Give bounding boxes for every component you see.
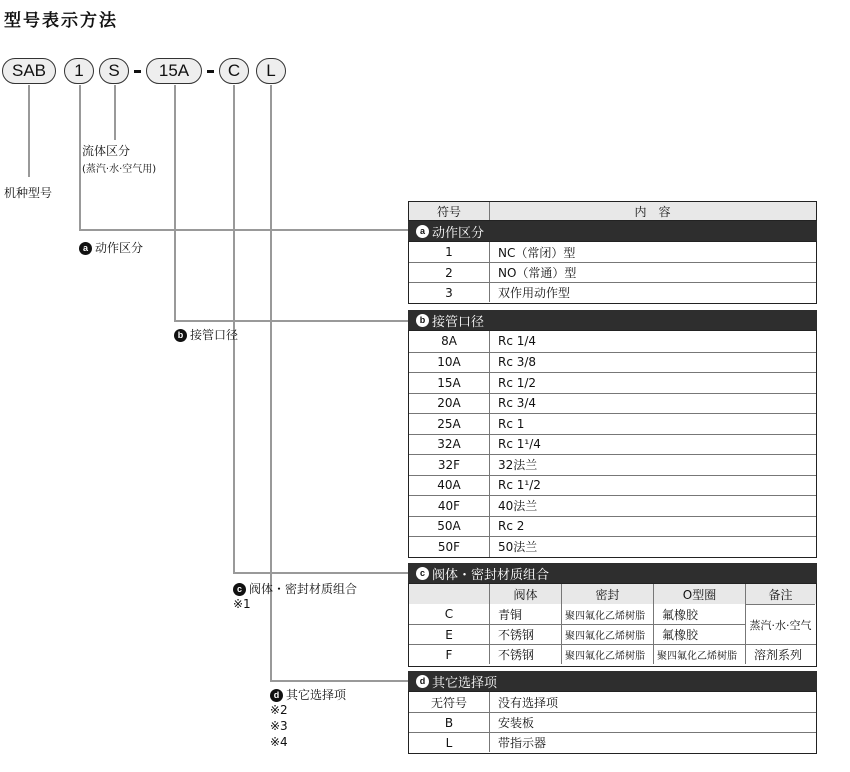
note-d-2: ※3 <box>270 719 288 733</box>
table-row: 2 NO（常通）型 <box>409 262 816 282</box>
mark-c-icon: c <box>416 567 429 580</box>
separator-dash <box>207 70 214 73</box>
section-d-header: d 其它选择项 <box>408 671 817 691</box>
mark-d-icon: d <box>416 675 429 688</box>
table-row: 1 NC（常闭）型 <box>409 242 816 262</box>
table-row: 15A Rc 1/2 <box>409 372 816 393</box>
mark-c-icon: c <box>233 583 246 596</box>
fluid-label: 流体区分 <box>82 144 131 158</box>
table-row: 40F 40法兰 <box>409 495 816 516</box>
table-row: L 带指示器 <box>409 732 816 752</box>
table-header <box>408 201 817 221</box>
table-row: 20A Rc 3/4 <box>409 393 816 414</box>
section-c-header: c 阀体・密封材质组合 <box>408 563 817 583</box>
table-row: 32F 32法兰 <box>409 454 816 475</box>
model-part-action: 1 <box>64 58 94 84</box>
table-row: 8A Rc 1/4 <box>409 331 816 352</box>
section-c-table <box>408 583 817 667</box>
table-row: 3 双作用动作型 <box>409 282 816 302</box>
model-part-port-size: 15A <box>146 58 202 84</box>
table-row: E 不锈钢 聚四氟化乙烯树脂 氟橡胶 <box>409 624 745 644</box>
section-a-header: a 动作区分 <box>408 221 817 241</box>
connector-line <box>114 85 116 140</box>
connector-line <box>28 85 30 177</box>
table-row: 25A Rc 1 <box>409 413 816 434</box>
model-part-material: C <box>219 58 249 84</box>
note-d-3: ※4 <box>270 735 288 749</box>
table-row: B 安装板 <box>409 712 816 732</box>
label-b: b 接管口径 <box>174 326 238 343</box>
header-code: 符号 <box>436 204 461 219</box>
model-part-fluid: S <box>99 58 129 84</box>
table-row: 50A Rc 2 <box>409 516 816 537</box>
page-title: 型号表示方法 <box>4 11 118 31</box>
model-part-series: SAB <box>2 58 56 84</box>
mark-b-icon: b <box>174 329 187 342</box>
model-part-option: L <box>256 58 286 84</box>
section-b-header: b 接管口径 <box>408 310 817 330</box>
connector-line <box>174 85 176 321</box>
label-d: d 其它选择项 <box>270 686 346 703</box>
table-row: 10A Rc 3/8 <box>409 352 816 373</box>
connector-line <box>174 320 408 322</box>
section-d-table <box>408 691 817 754</box>
label-a: a 动作区分 <box>79 239 143 256</box>
section-a-table <box>408 241 817 304</box>
mark-a-icon: a <box>79 242 92 255</box>
section-b-table <box>408 330 817 558</box>
table-row: 40A Rc 1¹/2 <box>409 475 816 496</box>
separator-dash <box>134 70 141 73</box>
mark-d-icon: d <box>270 689 283 702</box>
table-row: C 青铜 聚四氟化乙烯树脂 氟橡胶 <box>409 604 745 624</box>
connector-line <box>79 85 81 230</box>
table-row: F 不锈钢 聚四氟化乙烯树脂 聚四氟化乙烯树脂 溶剂系列 <box>409 644 816 664</box>
table-header-row: 阀体 密封 O型圈 备注 <box>409 584 816 604</box>
table-row: 32A Rc 1¹/4 <box>409 434 816 455</box>
note-d-1: ※2 <box>270 703 288 717</box>
connector-line <box>79 229 408 231</box>
mark-b-icon: b <box>416 314 429 327</box>
connector-line <box>270 680 408 682</box>
header-content: 内 容 <box>489 202 815 220</box>
mark-a-icon: a <box>416 225 429 238</box>
table-row: 无符号 没有选择项 <box>409 692 816 712</box>
connector-line <box>233 572 408 574</box>
machine-type-label: 机种型号 <box>4 186 53 200</box>
label-c: c 阀体・密封材质组合 <box>233 580 357 597</box>
note-c: ※1 <box>233 597 251 611</box>
merged-note-cell: 蒸汽·水·空气 <box>745 604 815 644</box>
table-row: 50F 50法兰 <box>409 536 816 557</box>
fluid-sublabel: (蒸汽·水·空气用) <box>82 164 157 175</box>
